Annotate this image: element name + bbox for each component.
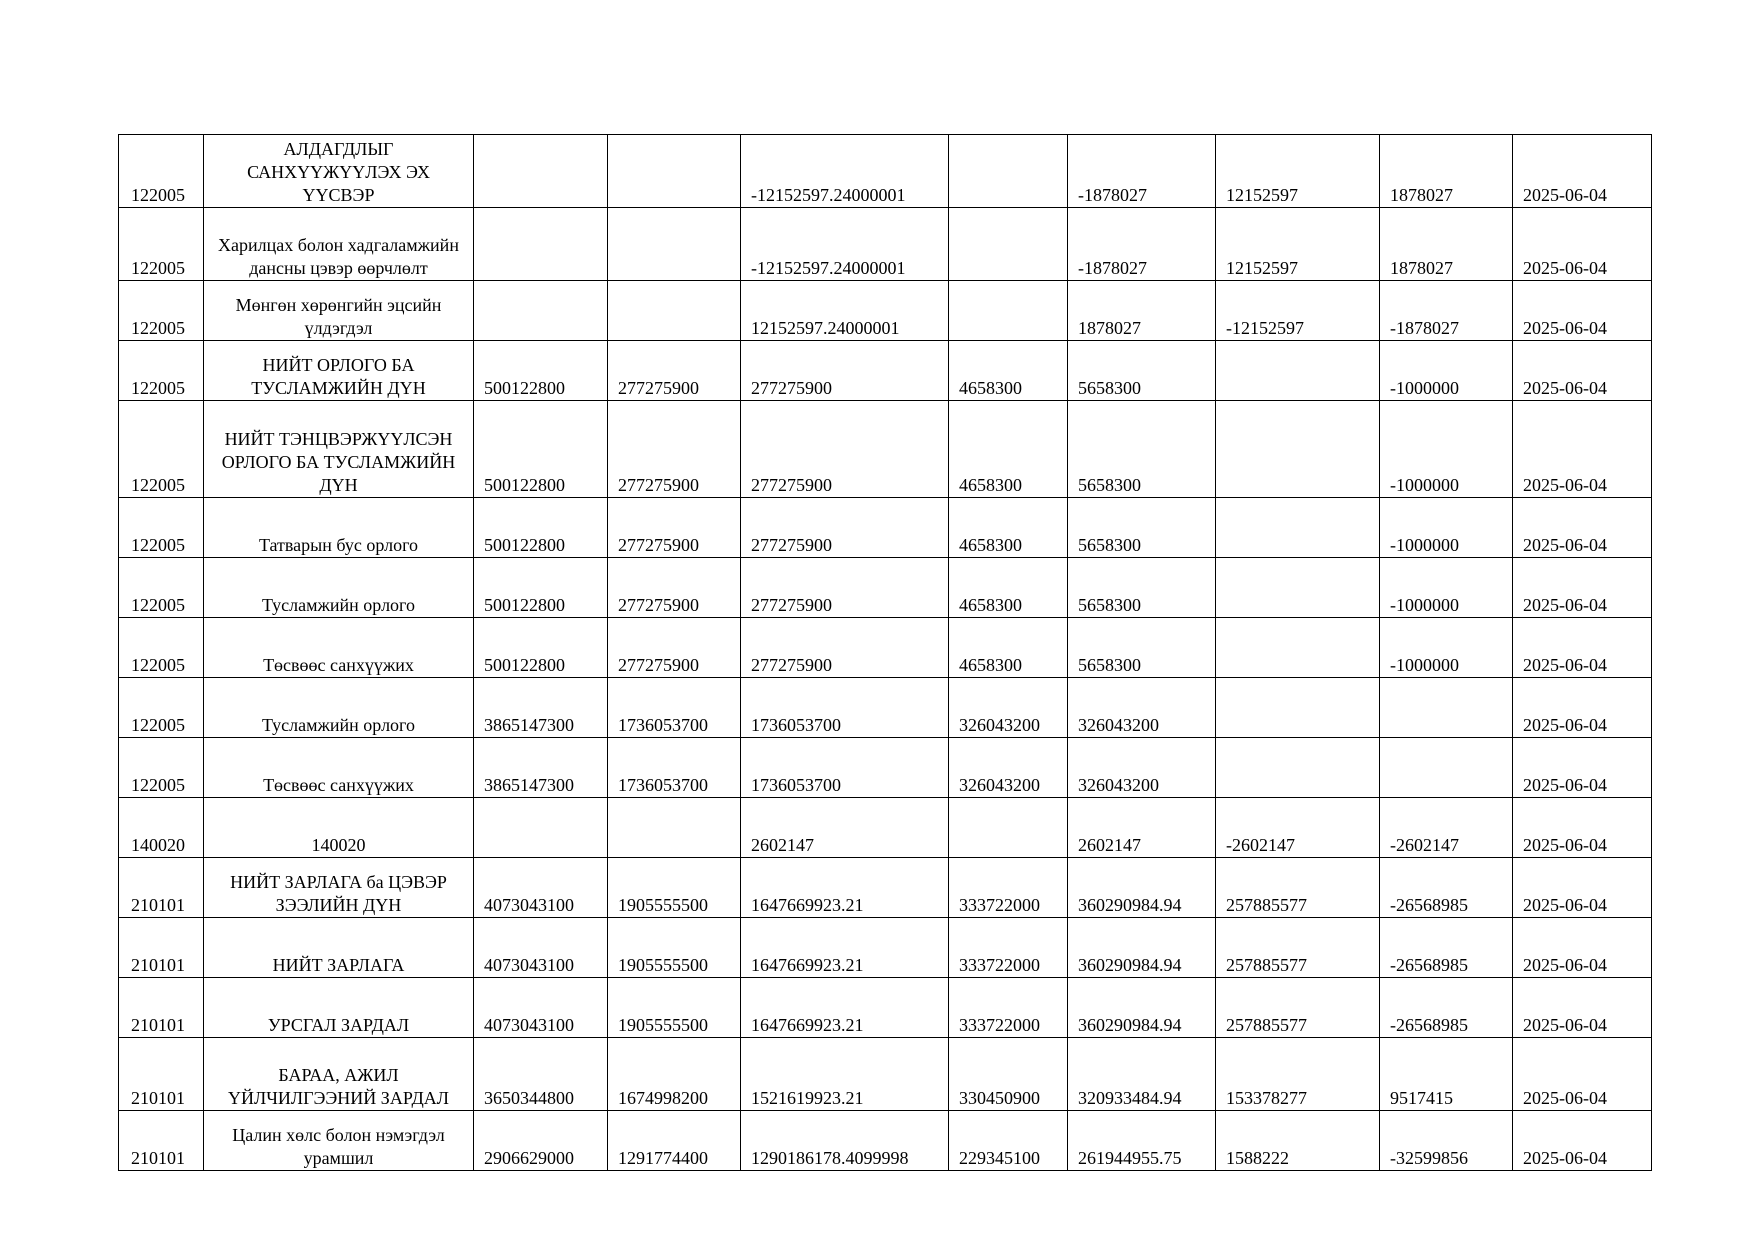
value-cell (1380, 678, 1513, 738)
value-cell: -1000000 (1380, 558, 1513, 618)
value-cell: 1736053700 (741, 738, 949, 798)
account-code-cell: 122005 (119, 135, 204, 208)
value-cell (1216, 558, 1380, 618)
value-cell: 1878027 (1380, 135, 1513, 208)
value-cell (608, 281, 741, 341)
value-cell: 326043200 (1068, 738, 1216, 798)
value-cell: 277275900 (608, 558, 741, 618)
value-cell: 229345100 (949, 1111, 1068, 1171)
value-cell: 153378277 (1216, 1038, 1380, 1111)
value-cell: 1588222 (1216, 1111, 1380, 1171)
value-cell (608, 798, 741, 858)
description-cell: НИЙТ ОРЛОГО БА ТУСЛАМЖИЙН ДҮН (204, 341, 474, 401)
value-cell: 12152597 (1216, 135, 1380, 208)
value-cell: 360290984.94 (1068, 978, 1216, 1038)
description-cell: Тусламжийн орлого (204, 678, 474, 738)
value-cell (1216, 618, 1380, 678)
value-cell: 360290984.94 (1068, 918, 1216, 978)
date-cell: 2025-06-04 (1513, 738, 1652, 798)
value-cell: 5658300 (1068, 498, 1216, 558)
account-code-cell: 210101 (119, 1111, 204, 1171)
value-cell (949, 135, 1068, 208)
value-cell: 5658300 (1068, 558, 1216, 618)
value-cell: 4073043100 (474, 978, 608, 1038)
value-cell: 1290186178.4099998 (741, 1111, 949, 1171)
table-row (119, 341, 1652, 401)
value-cell: 360290984.94 (1068, 858, 1216, 918)
table-row (119, 1038, 1652, 1111)
date-cell: 2025-06-04 (1513, 918, 1652, 978)
value-cell: 333722000 (949, 918, 1068, 978)
value-cell: 277275900 (741, 618, 949, 678)
value-cell: 500122800 (474, 498, 608, 558)
description-cell: Цалин хөлс болон нэмэгдэл урамшил (204, 1111, 474, 1171)
value-cell: 277275900 (741, 341, 949, 401)
value-cell: -32599856 (1380, 1111, 1513, 1171)
date-cell: 2025-06-04 (1513, 401, 1652, 498)
account-code-cell: 210101 (119, 858, 204, 918)
value-cell: -1000000 (1380, 618, 1513, 678)
value-cell: -1878027 (1068, 208, 1216, 281)
value-cell: 333722000 (949, 858, 1068, 918)
value-cell: 277275900 (608, 341, 741, 401)
value-cell: 1878027 (1380, 208, 1513, 281)
account-code-cell: 210101 (119, 1038, 204, 1111)
value-cell (1216, 498, 1380, 558)
report-table (118, 134, 1652, 1171)
value-cell: 326043200 (949, 678, 1068, 738)
account-code-cell: 140020 (119, 798, 204, 858)
account-code-cell: 122005 (119, 738, 204, 798)
value-cell: -12152597 (1216, 281, 1380, 341)
value-cell (949, 208, 1068, 281)
table-row (119, 678, 1652, 738)
description-cell: БАРАА, АЖИЛ ҮЙЛЧИЛГЭЭНИЙ ЗАРДАЛ (204, 1038, 474, 1111)
value-cell: 326043200 (1068, 678, 1216, 738)
table-row (119, 401, 1652, 498)
date-cell: 2025-06-04 (1513, 208, 1652, 281)
value-cell: -12152597.24000001 (741, 135, 949, 208)
date-cell: 2025-06-04 (1513, 341, 1652, 401)
value-cell: 320933484.94 (1068, 1038, 1216, 1111)
value-cell: 1521619923.21 (741, 1038, 949, 1111)
date-cell: 2025-06-04 (1513, 558, 1652, 618)
value-cell: 277275900 (608, 401, 741, 498)
value-cell (474, 798, 608, 858)
value-cell (949, 281, 1068, 341)
value-cell: 3650344800 (474, 1038, 608, 1111)
value-cell: 277275900 (741, 558, 949, 618)
value-cell (608, 208, 741, 281)
value-cell: -1000000 (1380, 401, 1513, 498)
value-cell: 1736053700 (608, 738, 741, 798)
date-cell: 2025-06-04 (1513, 281, 1652, 341)
value-cell: 1647669923.21 (741, 978, 949, 1038)
account-code-cell: 122005 (119, 281, 204, 341)
value-cell (1216, 341, 1380, 401)
account-code-cell: 122005 (119, 558, 204, 618)
table-row (119, 498, 1652, 558)
value-cell: -2602147 (1380, 798, 1513, 858)
description-cell: УРСГАЛ ЗАРДАЛ (204, 978, 474, 1038)
value-cell: -2602147 (1216, 798, 1380, 858)
value-cell: 5658300 (1068, 341, 1216, 401)
account-code-cell: 210101 (119, 978, 204, 1038)
value-cell: 257885577 (1216, 978, 1380, 1038)
value-cell: 5658300 (1068, 401, 1216, 498)
value-cell: 2602147 (1068, 798, 1216, 858)
description-cell: Төсвөөс санхүүжих (204, 618, 474, 678)
value-cell: 500122800 (474, 618, 608, 678)
value-cell: 4658300 (949, 401, 1068, 498)
value-cell: 330450900 (949, 1038, 1068, 1111)
account-code-cell: 122005 (119, 401, 204, 498)
value-cell: 2602147 (741, 798, 949, 858)
value-cell: 326043200 (949, 738, 1068, 798)
date-cell: 2025-06-04 (1513, 618, 1652, 678)
description-cell: Харилцах болон хадгаламжийн дансны цэвэр өөрчлөлт (204, 208, 474, 281)
account-code-cell: 122005 (119, 498, 204, 558)
value-cell: 1736053700 (741, 678, 949, 738)
value-cell (949, 798, 1068, 858)
description-cell: НИЙТ ТЭНЦВЭРЖҮҮЛСЭН ОРЛОГО БА ТУСЛАМЖИЙН ДҮН (204, 401, 474, 498)
value-cell: -1878027 (1068, 135, 1216, 208)
value-cell: 1905555500 (608, 978, 741, 1038)
table-row (119, 738, 1652, 798)
description-cell: АЛДАГДЛЫГ САНХҮҮЖҮҮЛЭХ ЭХ ҮҮСВЭР (204, 135, 474, 208)
value-cell: 1905555500 (608, 918, 741, 978)
value-cell: 277275900 (741, 401, 949, 498)
value-cell: 1736053700 (608, 678, 741, 738)
value-cell: 257885577 (1216, 858, 1380, 918)
table-row (119, 558, 1652, 618)
value-cell: 1647669923.21 (741, 858, 949, 918)
table-row (119, 208, 1652, 281)
table-row (119, 918, 1652, 978)
value-cell (474, 208, 608, 281)
value-cell: 4073043100 (474, 858, 608, 918)
account-code-cell: 122005 (119, 678, 204, 738)
date-cell: 2025-06-04 (1513, 135, 1652, 208)
value-cell: 333722000 (949, 978, 1068, 1038)
description-cell: Татварын бус орлого (204, 498, 474, 558)
description-cell: Мөнгөн хөрөнгийн эцсийн үлдэгдэл (204, 281, 474, 341)
account-code-cell: 122005 (119, 341, 204, 401)
date-cell: 2025-06-04 (1513, 858, 1652, 918)
table-row (119, 281, 1652, 341)
value-cell: 500122800 (474, 341, 608, 401)
value-cell: 4073043100 (474, 918, 608, 978)
value-cell: 500122800 (474, 401, 608, 498)
value-cell: -26568985 (1380, 978, 1513, 1038)
value-cell (608, 135, 741, 208)
value-cell (1380, 738, 1513, 798)
value-cell: 277275900 (608, 498, 741, 558)
table-row (119, 858, 1652, 918)
value-cell: 12152597.24000001 (741, 281, 949, 341)
account-code-cell: 210101 (119, 918, 204, 978)
description-cell: НИЙТ ЗАРЛАГА ба ЦЭВЭР ЗЭЭЛИЙН ДҮН (204, 858, 474, 918)
date-cell: 2025-06-04 (1513, 1038, 1652, 1111)
value-cell: 3865147300 (474, 738, 608, 798)
value-cell: 277275900 (608, 618, 741, 678)
table-row (119, 135, 1652, 208)
date-cell: 2025-06-04 (1513, 798, 1652, 858)
value-cell: -26568985 (1380, 918, 1513, 978)
value-cell: 4658300 (949, 341, 1068, 401)
value-cell: 12152597 (1216, 208, 1380, 281)
value-cell: 277275900 (741, 498, 949, 558)
date-cell: 2025-06-04 (1513, 1111, 1652, 1171)
value-cell: 1878027 (1068, 281, 1216, 341)
value-cell: -1000000 (1380, 341, 1513, 401)
value-cell (1216, 401, 1380, 498)
value-cell (474, 281, 608, 341)
description-cell: Төсвөөс санхүүжих (204, 738, 474, 798)
value-cell: 2906629000 (474, 1111, 608, 1171)
value-cell: 1905555500 (608, 858, 741, 918)
value-cell: 4658300 (949, 618, 1068, 678)
value-cell: -1000000 (1380, 498, 1513, 558)
table-row (119, 1111, 1652, 1171)
description-cell: Тусламжийн орлого (204, 558, 474, 618)
date-cell: 2025-06-04 (1513, 498, 1652, 558)
account-code-cell: 122005 (119, 618, 204, 678)
value-cell: 3865147300 (474, 678, 608, 738)
value-cell: 4658300 (949, 558, 1068, 618)
value-cell: -26568985 (1380, 858, 1513, 918)
description-cell: НИЙТ ЗАРЛАГА (204, 918, 474, 978)
value-cell: 1674998200 (608, 1038, 741, 1111)
value-cell: -12152597.24000001 (741, 208, 949, 281)
date-cell: 2025-06-04 (1513, 978, 1652, 1038)
value-cell: 9517415 (1380, 1038, 1513, 1111)
value-cell (474, 135, 608, 208)
value-cell: 4658300 (949, 498, 1068, 558)
table-row (119, 798, 1652, 858)
value-cell: 257885577 (1216, 918, 1380, 978)
account-code-cell: 122005 (119, 208, 204, 281)
value-cell: 1291774400 (608, 1111, 741, 1171)
value-cell (1216, 738, 1380, 798)
value-cell (1216, 678, 1380, 738)
value-cell: 261944955.75 (1068, 1111, 1216, 1171)
value-cell: 5658300 (1068, 618, 1216, 678)
value-cell: -1878027 (1380, 281, 1513, 341)
value-cell: 1647669923.21 (741, 918, 949, 978)
table-row (119, 618, 1652, 678)
date-cell: 2025-06-04 (1513, 678, 1652, 738)
table-row (119, 978, 1652, 1038)
description-cell: 140020 (204, 798, 474, 858)
value-cell: 500122800 (474, 558, 608, 618)
